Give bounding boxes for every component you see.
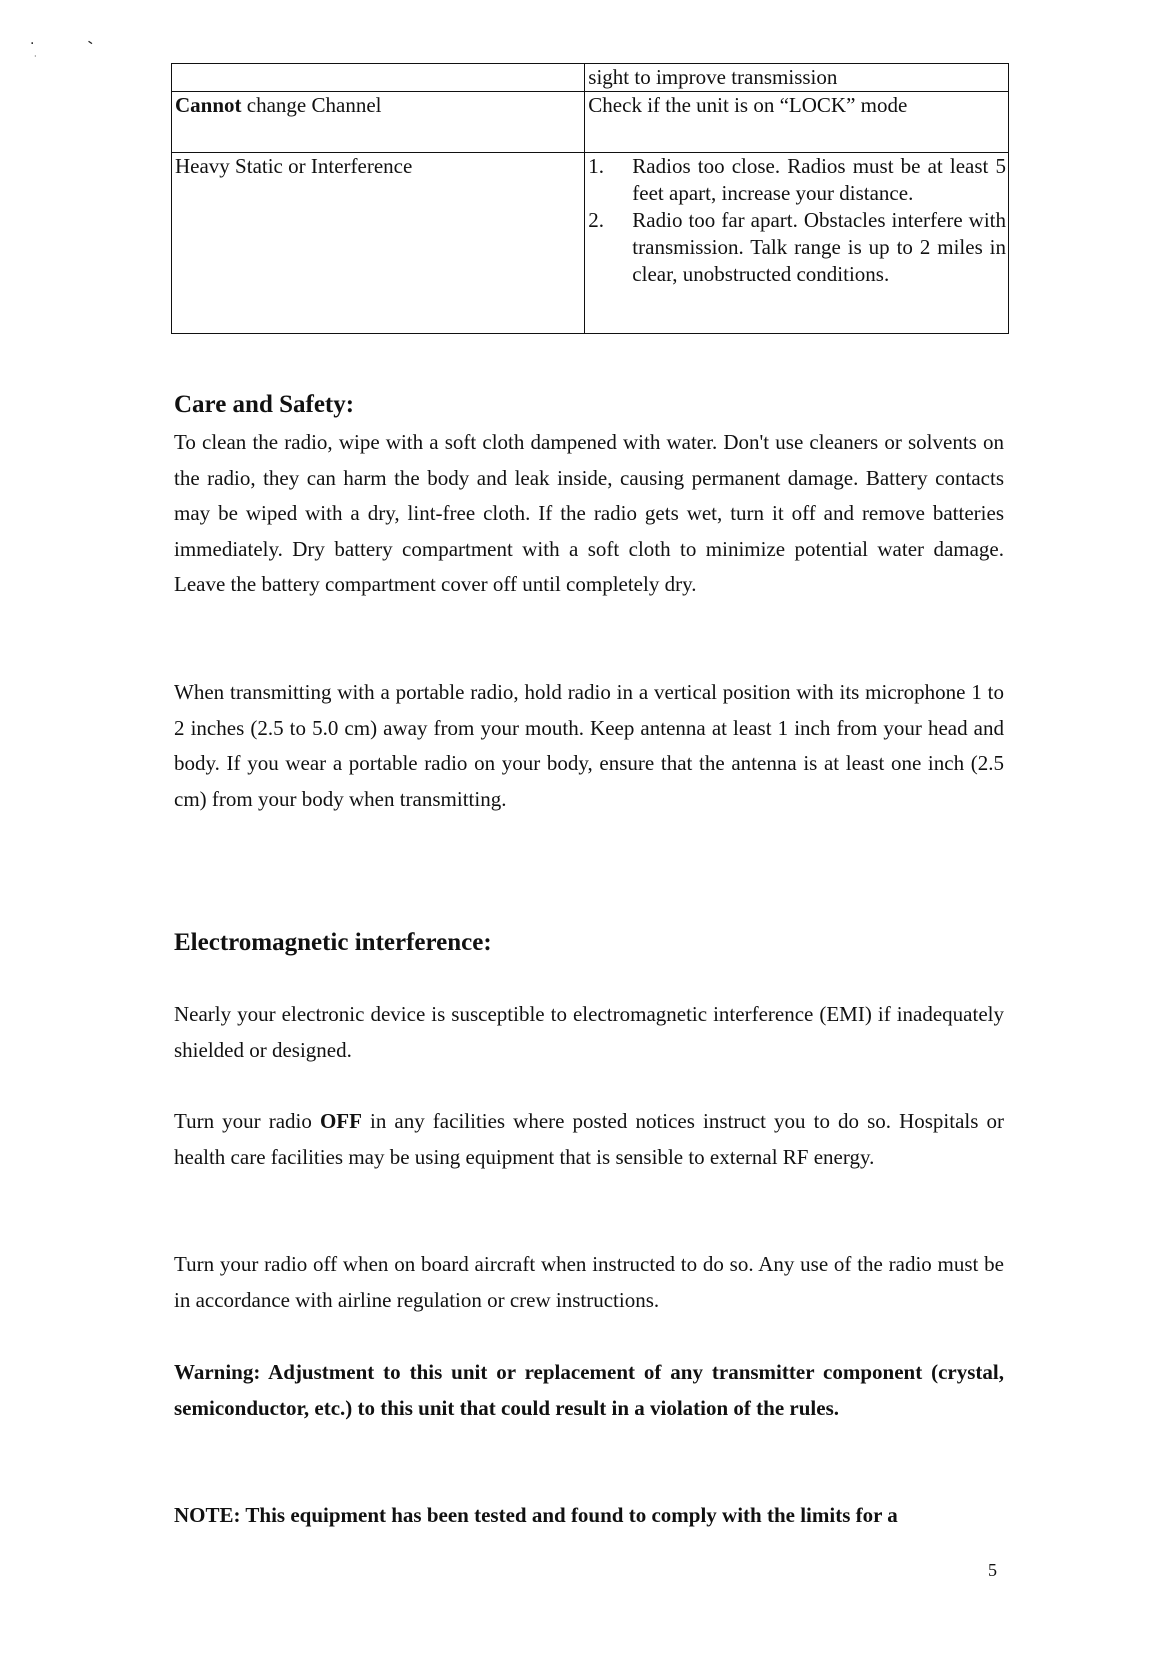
solution-cell [585, 153, 1009, 334]
note-paragraph [174, 1498, 1004, 1534]
care-paragraph-1 [174, 425, 1004, 603]
warning-paragraph [174, 1355, 1004, 1426]
problem-cell [172, 64, 585, 92]
care-section [174, 389, 1004, 421]
scan-artifact-dot: · [30, 36, 35, 52]
paragraph: To clean the radio, wipe with a soft cloth dampened with water. Don't use cleaners or solvents on the radio, they can harm the body and leak inside, causing permanent damage. Battery contacts may be wiped with a dry, lint-free cloth. If the radio gets wet, turn it off and remove batteries immediately. Dry battery compartment with a soft cloth to minimize potential water damage. Leave the battery compartment cover off until completely dry. [174, 430, 1004, 596]
care-paragraph-2 [174, 675, 1004, 817]
emi-paragraph-3 [174, 1247, 1004, 1318]
section-heading: Care and Safety: [174, 391, 355, 418]
paragraph [174, 1104, 1004, 1175]
table-row [172, 64, 1009, 92]
solution-cell: Check if the unit is on “LOCK” mode [585, 92, 1009, 153]
emi-paragraph-2 [174, 1104, 1004, 1175]
problem-cell: Heavy Static or Interference [172, 153, 585, 334]
table-row [172, 92, 1009, 153]
warning-text: Warning: Adjustment to this unit or replacement of any transmitter component (crystal, semiconductor, etc.) to this unit that could result in a violation of the rules. [174, 1360, 1004, 1420]
paragraph-bold-text: OFF [319, 1109, 362, 1133]
table-row [172, 153, 1009, 334]
emi-paragraph-1 [174, 997, 1004, 1068]
section-heading: Electromagnetic interference: [174, 929, 492, 956]
scan-artifact-dot: · [34, 52, 37, 61]
paragraph-text: Turn your radio [174, 1109, 320, 1133]
troubleshooting-table [171, 63, 1009, 334]
list-item [588, 207, 1006, 288]
problem-text: change Channel [241, 93, 382, 117]
paragraph: Nearly your electronic device is susceptible to electromagnetic interference (EMI) if inadequately shielded or designed. [174, 1002, 1004, 1062]
list-number: 1. [588, 154, 605, 178]
paragraph: Turn your radio off when on board aircraft when instructed to do so. Any use of the radio must be in accordance with airline regulation or crew instructions. [174, 1252, 1004, 1312]
note-text: NOTE: This equipment has been tested and found to comply with the limits for a [174, 1503, 898, 1527]
paragraph: When transmitting with a portable radio, hold radio in a vertical position with its microphone 1 to 2 inches (2.5 to 5.0 cm) away from your mouth. Keep antenna at least 1 inch from your head and body. If you wear a portable radio on your body, ensure that the antenna is at least one inch (2.5 cm) from your body when transmitting. [174, 680, 1004, 811]
paragraph-text: in any facilities where posted notices instruct you to do so. Hospitals or health care facilities may be using equipment that is sensible to external RF energy. [174, 1109, 1004, 1169]
emi-section [174, 927, 1004, 959]
list-text: Radio too far apart. Obstacles interfere with transmission. Talk range is up to 2 miles in clear, unobstructed conditions. [632, 208, 1006, 286]
scan-artifact-mark: - [83, 32, 99, 51]
solution-list [588, 153, 1006, 288]
problem-cell [172, 92, 585, 153]
solution-cell: sight to improve transmission [585, 64, 1009, 92]
list-text: Radios too close. Radios must be at least 5 feet apart, increase your distance. [632, 154, 1006, 205]
list-item [588, 153, 1006, 207]
list-number: 2. [588, 208, 605, 232]
problem-bold-text: Cannot [175, 93, 242, 117]
page-number: 5 [988, 1560, 997, 1580]
